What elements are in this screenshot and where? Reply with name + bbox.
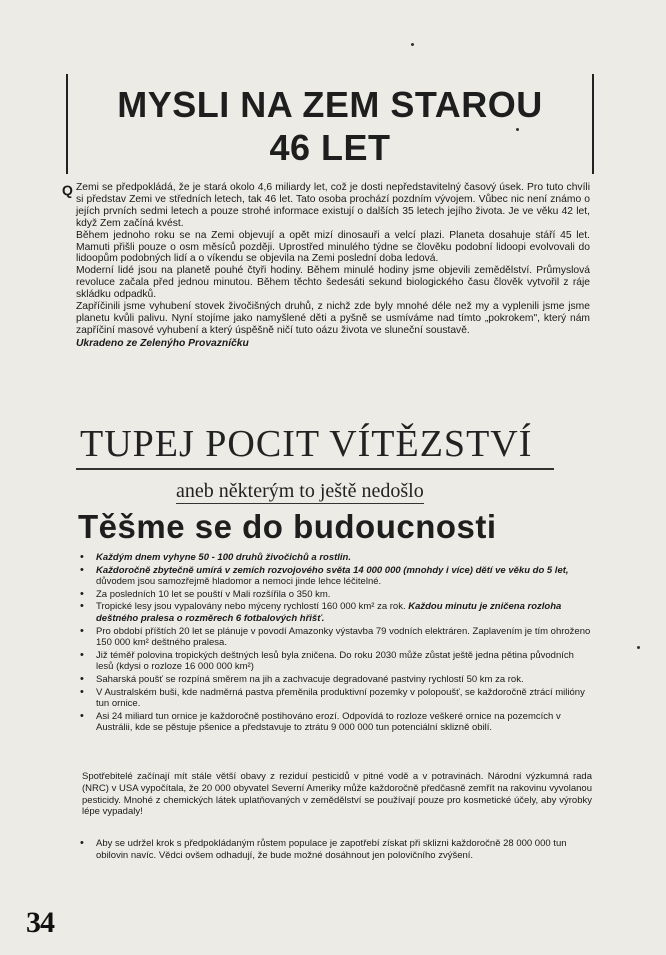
page-title-line2: 46 LET — [269, 127, 391, 168]
list-item — [78, 650, 592, 673]
list-item-text: Tropické lesy jsou vypalovány nebo mýceny rychlostí 160 000 km² za rok. — [96, 601, 409, 613]
article-credit: Ukradeno ze Zelenýho Provazníčku — [76, 337, 249, 349]
heading-underline — [76, 468, 554, 470]
title-box — [66, 74, 594, 176]
list-item-text-emph: Každou minutu je zničena rozloha deštného pralesa o rozměrech 6 fotbalových hřišť. — [96, 601, 562, 624]
section-heading: TUPEJ POCIT VÍTĚZSTVÍ — [80, 423, 533, 465]
list-item — [78, 565, 592, 588]
final-list — [78, 838, 592, 861]
list-item — [78, 601, 592, 624]
list-item — [78, 687, 592, 710]
section-main-heading: Těšme se do budoucnosti — [78, 508, 497, 545]
list-item — [78, 589, 592, 601]
article-paragraph: Zapříčinili jsme vyhubení stovek živočišných druhů, z nichž zde byly mnohé déle než my a vyplenili jsme jsme planetu kvůli palivu. Nyní stojíme jako namyšlené děti a pyšně se usmíváme nad tímto „pokrokem", který nám zapříčiní masové vyhubení a který úspěšně ničí tuto oázu života ve sluneční soustavě. — [76, 301, 590, 336]
list-item: • Aby se udržel krok s předpokládaným růstem populace je zapotřebí získat při sklizni každoročně 28 000 000 tun obilovin navíc. Vědci ovšem odhadují, že bude možné dosáhnout jen polovičního zvýšení. — [78, 838, 592, 861]
page-title-line1: MYSLI NA ZEM STAROU — [117, 84, 543, 125]
list-item-text: Saharská poušť se rozpíná směrem na jih a zachvacuje degradované pastviny rychlostí 50 km za rok. — [96, 673, 524, 685]
article-paragraph: Během jednoho roku se na Zemi objevují a opět mizí dinosauři a velcí plazi. Planeta dosahuje stáří 45 let. Mamuti přišli pouze o osm měsíců později. Uprostřed minulého týdne se člověku podobní lidoopi evolvovali do lidoopům podobných lidí a o víkendu se objevila na Zemi poslední doba ledová. — [76, 229, 590, 265]
list-item-text: důvodem jsou samozřejmě hladomor a nemoci jinde lehce léčitelné. — [96, 576, 382, 588]
article-body — [76, 182, 590, 350]
list-item — [78, 674, 592, 686]
list-item-text: Již téměř polovina tropických deštných lesů byla zničena. Do roku 2030 může zůstat ještě jedna pětina původních lesů (kdysi o rozloze 16 000 000 km²) — [96, 649, 574, 673]
list-item — [78, 552, 592, 564]
list-item — [78, 626, 592, 649]
page-number: 34 — [26, 906, 54, 939]
article-paragraph: Moderní lidé jsou na planetě pouhé čtyři hodiny. Během minulé hodiny jsme objevili zemědělství. Průmyslová revoluce začala před jednou minutou. Během těchto šedesáti sekund biologického času člověk vytvořil z ráje skládku odpadků. — [76, 265, 590, 301]
stray-dot — [637, 646, 640, 649]
pesticide-paragraph: Spotřebitelé začínají mít stále větší obavy z reziduí pesticidů v pitné vodě a v potravinách. Národní výzkumná rada (NRC) v USA vypočítala, že 20 000 obyvatel Severní Ameriky může každoročně předčasně zemřít na rakovinu vyvolanou pesticidy. Mnohé z chemických látek uplatňovaných v zemědělství se používají pouze pro kosmetické účely, aby výrobky lépe vypadaly! — [82, 771, 592, 818]
list-item-text: V Australském buši, kde nadměrná pastva přeměnila produktivní pozemky v polopoušť, se každoročně ztrácí milióny tun ornice. — [96, 686, 585, 710]
list-item-text-emph: Každoročně zbytečně umírá v zemích rozvojového světa 14 000 000 (mnohdy i více) dětí ve věku do 5 let, — [96, 564, 569, 576]
fact-list — [78, 552, 592, 735]
list-item-text: Asi 24 miliard tun ornice je každoročně postihováno erozí. Odpovídá to rozloze veškeré ornice na pozemcích v Austrálii, kde se pěstuje pšenice a představuje to ztrátu 9 000 000 tun potenciální sklizně obilí. — [96, 710, 561, 734]
list-item-text: Za posledních 10 let se pouští v Mali rozšířila o 350 km. — [96, 588, 331, 600]
list-item-text: Každým dnem vyhyne 50 - 100 druhů živočichů a rostlin. — [96, 552, 351, 563]
article-paragraph: Zemi se předpokládá, že je stará okolo 4,6 miliardy let, což je dosti nepředstavitelný časový úsek. Pro tuto chvíli si představ Zemi ve středních letech, tak 46 let. Tato osoba prochází pozdním vývojem. Vůbec nic není známo o jejích prvních sedmi letech a pouze strohé informace existují o dalších 35 letech jejího života. Je ve věku 42 let, když Zem začíná kvést. — [76, 182, 590, 229]
list-item-text: Pro období příštích 20 let se plánuje v povodí Amazonky výstavba 79 vodních elektráren. Zaplavením je tím ohroženo 150 000 km² deštného pralesa. — [96, 625, 591, 649]
section-subheading: aneb některým to ještě nedošlo — [176, 480, 424, 502]
dropcap-mark: Q — [62, 182, 73, 198]
stray-dot — [411, 43, 414, 46]
list-item — [78, 711, 592, 734]
